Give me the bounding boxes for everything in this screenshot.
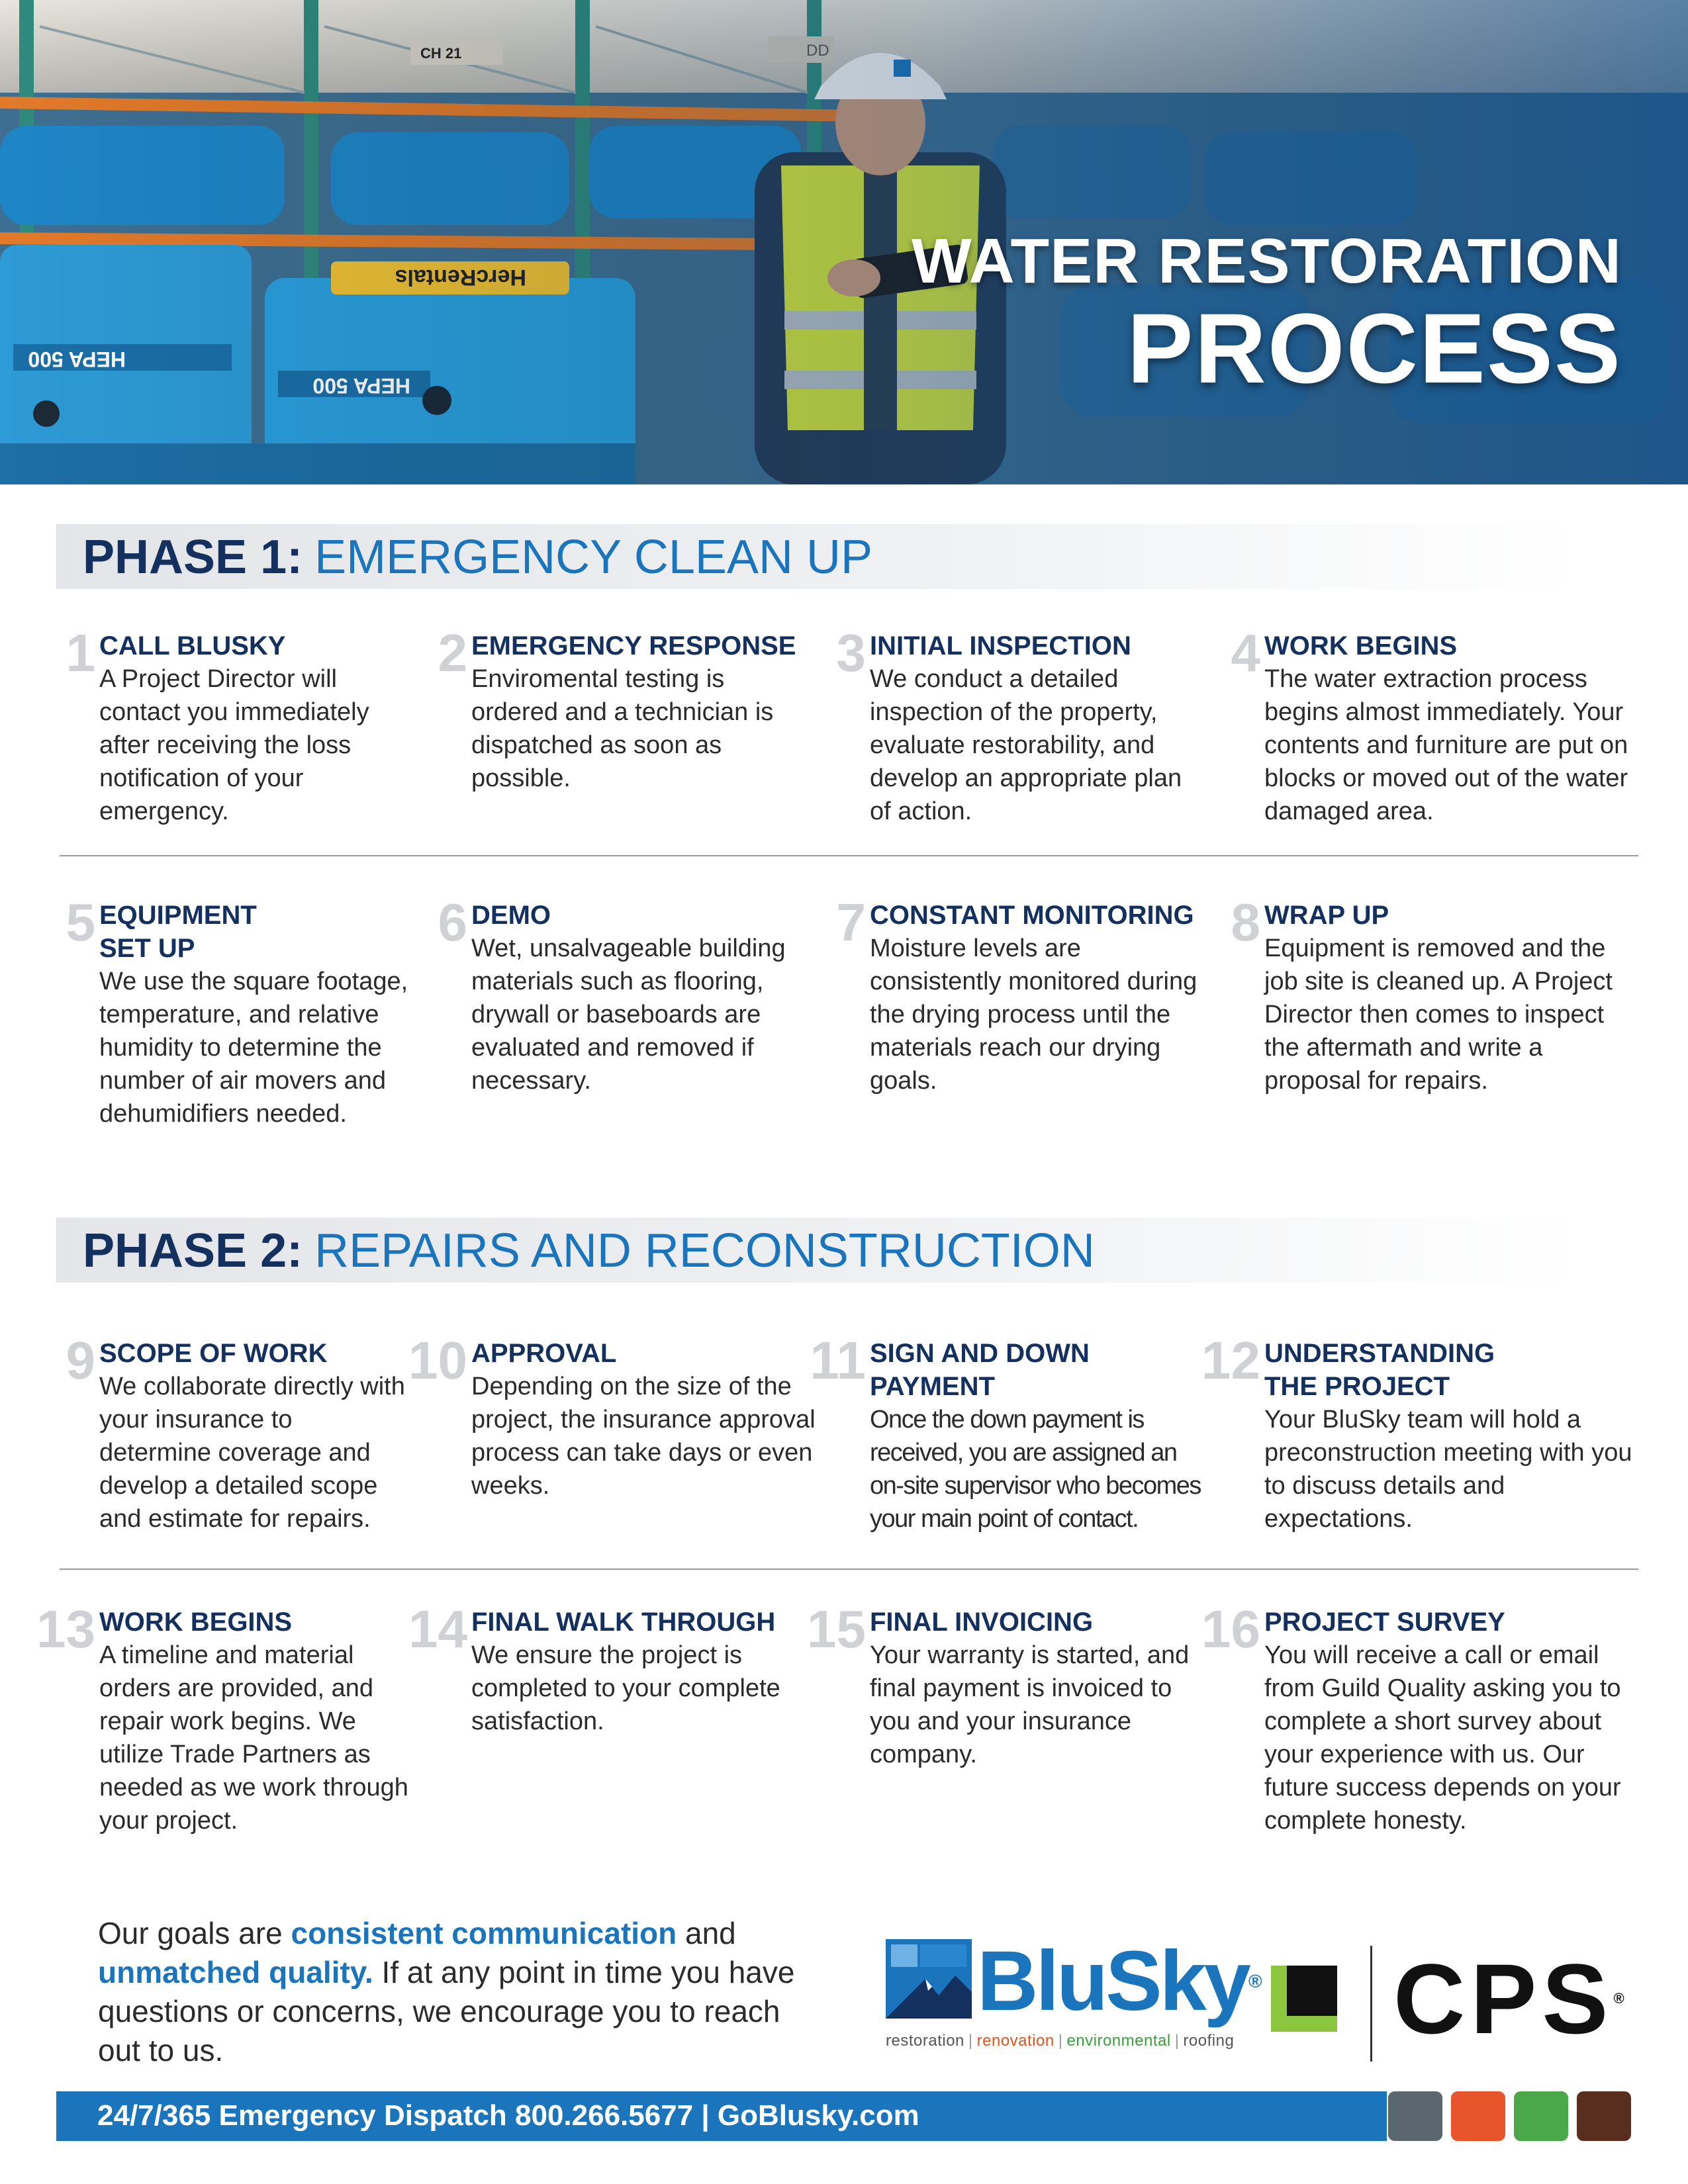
cps-logo bbox=[1393, 1943, 1624, 2054]
step-14 bbox=[408, 1600, 816, 1738]
step-body: Equipment is removed and the job site is cleaned up. A Project Director then comes to inspect the aftermath and write a proposal for repairs. bbox=[1264, 934, 1613, 1095]
blusky-tagline bbox=[886, 2032, 1234, 2050]
step-number: 14 bbox=[408, 1600, 467, 1659]
step-number: 6 bbox=[438, 893, 467, 952]
step-16 bbox=[1201, 1600, 1635, 1837]
step-number: 12 bbox=[1201, 1331, 1260, 1390]
step-body: Your BluSky team will hold a preconstruction meeting with you to discuss details and expectations. bbox=[1264, 1406, 1632, 1533]
step-11 bbox=[810, 1331, 1214, 1535]
phase2-label: PHASE 2: bbox=[83, 1224, 303, 1277]
step-number: 7 bbox=[836, 893, 866, 952]
blusky-name: BluSky bbox=[977, 1934, 1248, 2028]
step-title: APPROVAL bbox=[471, 1339, 617, 1368]
step-body: You will receive a call or email from Guild Quality asking you to complete a short survey about your experience with us. Our future success depends on your complete honesty. bbox=[1264, 1641, 1621, 1835]
divider bbox=[60, 855, 1638, 856]
phase1-header bbox=[56, 524, 1579, 589]
tag-separator: | bbox=[1058, 2032, 1063, 2050]
step-number: 10 bbox=[408, 1331, 467, 1390]
step-title: PROJECT SURVEY bbox=[1264, 1608, 1505, 1637]
goals-text: Our goals are bbox=[98, 1916, 291, 1950]
color-swatch-brown bbox=[1577, 2091, 1631, 2141]
step-body: Once the down payment is received, you are assigned an on-site supervisor who becomes your main point of contact. bbox=[870, 1406, 1201, 1533]
contact-text: 24/7/365 Emergency Dispatch 800.266.5677 | GoBlusky.com bbox=[97, 2099, 919, 2132]
step-body: We conduct a detailed inspection of the property, evaluate restorability, and develop an appropriate plan of action. bbox=[870, 665, 1182, 825]
step-body: We collaborate directly with your insurance to determine coverage and develop a detailed scope and estimate for repairs. bbox=[99, 1373, 405, 1533]
hero-title-line2: PROCESS bbox=[1127, 293, 1622, 404]
step-body: We ensure the project is completed to your complete satisfaction. bbox=[471, 1641, 780, 1735]
step-4 bbox=[1231, 623, 1635, 828]
step-number: 2 bbox=[438, 623, 467, 682]
phase1-name: EMERGENCY CLEAN UP bbox=[314, 531, 872, 584]
goals-highlight: unmatched quality. bbox=[98, 1955, 373, 1989]
step-title: DEMO bbox=[471, 901, 551, 930]
phase2-name: REPAIRS AND RECONSTRUCTION bbox=[314, 1224, 1095, 1277]
blusky-logo bbox=[886, 1934, 1260, 2050]
step-13 bbox=[36, 1600, 410, 1837]
cps-reg: ® bbox=[1613, 1990, 1624, 2007]
color-swatch-orange bbox=[1451, 2091, 1505, 2141]
tag-restoration: restoration bbox=[886, 2032, 964, 2050]
step-5 bbox=[66, 893, 410, 1130]
step-number: 4 bbox=[1231, 623, 1260, 682]
divider bbox=[60, 1569, 1638, 1570]
step-1 bbox=[66, 623, 410, 828]
hero-title-line1: WATER RESTORATION bbox=[912, 226, 1622, 296]
step-number: 13 bbox=[36, 1600, 95, 1659]
step-12 bbox=[1201, 1331, 1635, 1535]
step-9 bbox=[66, 1331, 410, 1535]
tag-renovation: renovation bbox=[976, 2032, 1055, 2050]
step-title: UNDERSTANDING THE PROJECT bbox=[1264, 1339, 1495, 1401]
step-title: SIGN AND DOWN PAYMENT bbox=[870, 1339, 1090, 1401]
step-title: CALL BLUSKY bbox=[99, 631, 286, 660]
tag-separator: | bbox=[968, 2032, 973, 2050]
step-number: 8 bbox=[1231, 893, 1260, 952]
step-body: Wet, unsalvageable building materials such as flooring, drywall or baseboards are evaluated and removed if necessary. bbox=[471, 934, 786, 1095]
step-body: Enviromental testing is ordered and a technician is dispatched as soon as possible. bbox=[471, 665, 774, 792]
step-6 bbox=[438, 893, 816, 1097]
step-number: 3 bbox=[836, 623, 866, 682]
step-15 bbox=[807, 1600, 1201, 1771]
phase2-header bbox=[56, 1218, 1579, 1283]
step-body: Your warranty is started, and final payment is invoiced to you and your insurance company. bbox=[870, 1641, 1190, 1768]
goals-highlight: consistent communication bbox=[291, 1916, 677, 1950]
step-title: EQUIPMENT SET UP bbox=[99, 901, 257, 963]
step-number: 16 bbox=[1201, 1600, 1260, 1659]
cps-name: CPS bbox=[1393, 1943, 1614, 2054]
step-2 bbox=[438, 623, 816, 795]
goals-text: If at any point in time you have questions or concerns, we encourage you to reach out to us. bbox=[98, 1955, 795, 2068]
step-body: A Project Director will contact you immediately after receiving the loss notification of your emergency. bbox=[99, 665, 369, 825]
blusky-mark-icon bbox=[886, 1939, 972, 2019]
step-number: 1 bbox=[66, 623, 95, 682]
step-title: SCOPE OF WORK bbox=[99, 1339, 328, 1368]
step-number: 9 bbox=[66, 1331, 95, 1390]
phase1-label: PHASE 1: bbox=[83, 531, 303, 584]
step-body: Depending on the size of the project, the insurance approval process can take days or even weeks. bbox=[471, 1373, 816, 1500]
step-title: EMERGENCY RESPONSE bbox=[471, 631, 796, 660]
step-title: WORK BEGINS bbox=[1264, 631, 1458, 660]
step-title: WRAP UP bbox=[1264, 901, 1389, 930]
blusky-reg: ® bbox=[1248, 1971, 1260, 1991]
step-title: INITIAL INSPECTION bbox=[870, 631, 1131, 660]
l-mark-icon bbox=[1271, 1966, 1337, 2032]
color-swatch-gray bbox=[1388, 2091, 1442, 2141]
step-title: FINAL INVOICING bbox=[870, 1608, 1094, 1637]
step-title: CONSTANT MONITORING bbox=[870, 901, 1194, 930]
step-body: A timeline and material orders are provided, and repair work begins. We utilize Trade Partners as needed as we work through your project. bbox=[99, 1641, 408, 1835]
step-number: 11 bbox=[810, 1331, 866, 1390]
hero-banner bbox=[0, 0, 1688, 484]
step-body: We use the square footage, temperature, and relative humidity to determine the number of air movers and dehumidifiers needed. bbox=[99, 968, 408, 1128]
tag-roofing: roofing bbox=[1183, 2032, 1235, 2050]
logo-divider bbox=[1370, 1946, 1372, 2062]
goals-statement bbox=[98, 1914, 800, 2070]
step-body: Moisture levels are consistently monitored during the drying process until the materials reach our drying goals. bbox=[870, 934, 1197, 1095]
color-swatch-green bbox=[1514, 2091, 1568, 2141]
step-number: 15 bbox=[807, 1600, 866, 1659]
tag-environmental: environmental bbox=[1066, 2032, 1171, 2050]
step-10 bbox=[408, 1331, 816, 1502]
goals-text: and bbox=[677, 1916, 736, 1950]
step-8 bbox=[1231, 893, 1635, 1097]
contact-bar bbox=[56, 2091, 1387, 2141]
step-3 bbox=[836, 623, 1201, 828]
step-body: The water extraction process begins almost immediately. Your contents and furniture are put on blocks or moved out of the water damaged area. bbox=[1264, 665, 1628, 825]
step-7 bbox=[836, 893, 1201, 1097]
tag-separator: | bbox=[1174, 2032, 1180, 2050]
l-logo bbox=[1271, 1966, 1337, 2035]
step-title: WORK BEGINS bbox=[99, 1608, 293, 1637]
step-title: FINAL WALK THROUGH bbox=[471, 1608, 776, 1637]
step-number: 5 bbox=[66, 893, 95, 952]
